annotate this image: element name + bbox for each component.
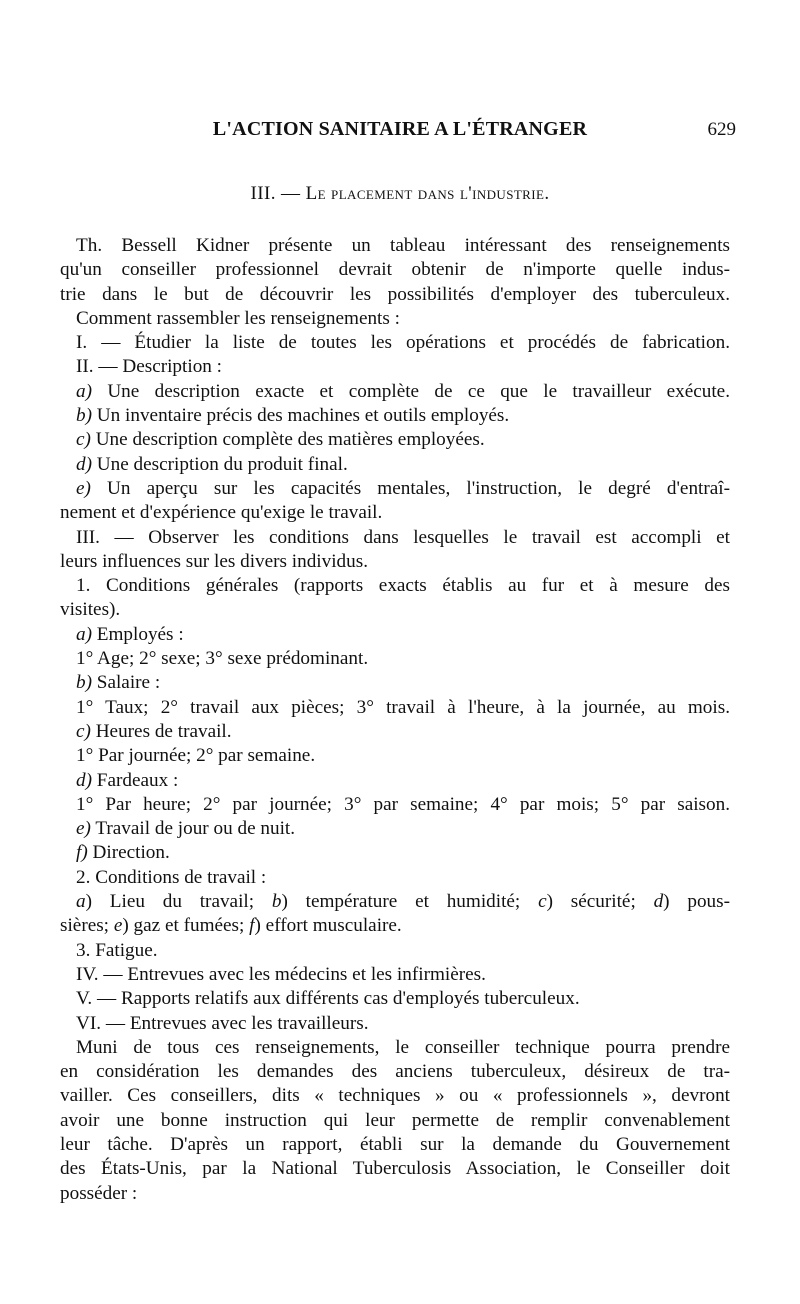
line-text: Une description exacte et complète de ce que le travailleur exécute. [91, 380, 730, 402]
text-line [60, 841, 730, 865]
line-text: Une description du produit final. [91, 453, 348, 475]
item-label: e) [76, 818, 91, 840]
text-line [60, 769, 730, 793]
line-text: Une description complète des matières employées. [90, 429, 485, 451]
item-label: e) [76, 477, 91, 499]
text-line [60, 1182, 730, 1206]
line-text: II. — Description : [76, 356, 223, 378]
line-text: leur tâche. D'après un rapport, établi sur la demande du Gouvernement [60, 1133, 730, 1155]
text-line [60, 380, 730, 404]
line-text: VI. — Entrevues avec les travailleurs. [76, 1012, 369, 1034]
section-title [0, 183, 800, 205]
line-text: IV. — Entrevues avec les médecins et les infirmières. [76, 963, 486, 985]
line-text: des États-Unis, par la National Tuberculosis Association, le Conseiller doit [60, 1158, 730, 1180]
text-line [60, 404, 730, 428]
text-line [60, 331, 730, 355]
text-line [60, 477, 730, 501]
text-line: a) Lieu du travail; b) température et humidité; c) sécurité; d) pous- [76, 891, 730, 913]
text-line [60, 1133, 730, 1157]
text-line [60, 453, 730, 477]
line-text: 1° Age; 2° sexe; 3° sexe prédominant. [76, 648, 369, 670]
line-text: leurs influences sur les divers individus. [60, 550, 369, 572]
item-label: c) [76, 429, 91, 451]
line-text: nement et d'expérience qu'exige le travail. [60, 502, 383, 524]
line-text: vailler. Ces conseillers, dits « techniques » ou « professionnels », devront [60, 1085, 730, 1107]
text-line [60, 501, 730, 525]
line-text: 1. Conditions générales (rapports exacts établis au fur et à mesure des [76, 575, 730, 597]
line-text: Un inventaire précis des machines et outils employés. [91, 405, 510, 427]
line-text: 1° Par journée; 2° par semaine. [76, 745, 316, 767]
text-line [60, 987, 730, 1011]
item-label: c) [76, 720, 91, 742]
line-text: Comment rassembler les renseignements : [76, 307, 400, 329]
item-label: f) [76, 842, 88, 864]
text-line [60, 1157, 730, 1181]
text-line [60, 696, 730, 720]
text-line [60, 234, 730, 258]
text-line [60, 939, 730, 963]
line-text: Fardeaux : [91, 769, 179, 791]
line-text: Salaire : [91, 672, 161, 694]
text-line [60, 598, 730, 622]
line-text: Un aperçu sur les capacités mentales, l'instruction, le degré d'entraî- [90, 477, 730, 499]
line-text: posséder : [60, 1182, 138, 1204]
line-text: Direction. [87, 842, 170, 864]
line-text: 1° Par heure; 2° par journée; 3° par semaine; 4° par mois; 5° par saison. [76, 793, 730, 815]
text-line [60, 793, 730, 817]
line-text: I. — Étudier la liste de toutes les opérations et procédés de fabrication. [76, 332, 730, 354]
text-line [60, 647, 730, 671]
text-line [60, 623, 730, 647]
page-number: 629 [707, 119, 736, 140]
line-text: qu'un conseiller professionnel devrait obtenir de n'importe quelle indus- [60, 259, 730, 281]
line-text: 3. Fatigue. [76, 939, 158, 961]
text-line [60, 1012, 730, 1036]
running-title: L'ACTION SANITAIRE A L'ÉTRANGER [212, 118, 588, 140]
text-line [60, 671, 730, 695]
text-line [60, 817, 730, 841]
body-text [60, 234, 730, 1206]
text-line [60, 307, 730, 331]
text-line [60, 526, 730, 550]
line-text: V. — Rapports relatifs aux différents cas d'employés tuberculeux. [76, 988, 580, 1010]
section-number: III. — [250, 183, 306, 204]
line-text: Th. Bessell Kidner présente un tableau intéressant des renseignements [76, 235, 730, 256]
text-line [60, 1084, 730, 1108]
item-label: a) [76, 623, 92, 645]
line-text: visites). [60, 599, 121, 621]
item-label: d) [76, 769, 92, 791]
text-line [60, 258, 730, 282]
line-text: Employés : [91, 623, 184, 645]
section-heading: Le placement dans l'industrie. [305, 183, 550, 204]
item-label: d) [76, 453, 92, 475]
text-line [60, 1060, 730, 1084]
line-text: en considération les demandes des anciens tuberculeux, désireux de tra- [60, 1061, 730, 1083]
text-line [60, 1109, 730, 1133]
line-text: trie dans le but de découvrir les possibilités d'employer des tuberculeux. [60, 283, 730, 305]
text-line [60, 574, 730, 598]
line-text: avoir une bonne instruction qui leur permette de remplir convenablement [60, 1109, 730, 1131]
line-text: III. — Observer les conditions dans lesquelles le travail est accompli et [76, 526, 730, 548]
text-line [60, 744, 730, 768]
line-text: 2. Conditions de travail : [76, 866, 267, 888]
item-label: b) [76, 672, 92, 694]
item-label: b) [76, 405, 92, 427]
line-text: Heures de travail. [90, 720, 232, 742]
text-line [60, 283, 730, 307]
text-line [60, 720, 730, 744]
text-line [60, 355, 730, 379]
text-line [60, 963, 730, 987]
item-label: a) [76, 380, 92, 402]
line-text: Muni de tous ces renseignements, le conseiller technique pourra prendre [76, 1036, 730, 1058]
text-line [60, 428, 730, 452]
text-line [60, 550, 730, 574]
text-line [60, 866, 730, 890]
line-text: 1° Taux; 2° travail aux pièces; 3° travail à l'heure, à la journée, au mois. [76, 696, 730, 718]
text-line: sières; e) gaz et fumées; f) effort musculaire. [60, 915, 402, 937]
line-text: Travail de jour ou de nuit. [90, 818, 296, 840]
running-head [60, 118, 740, 144]
text-line [60, 1036, 730, 1060]
